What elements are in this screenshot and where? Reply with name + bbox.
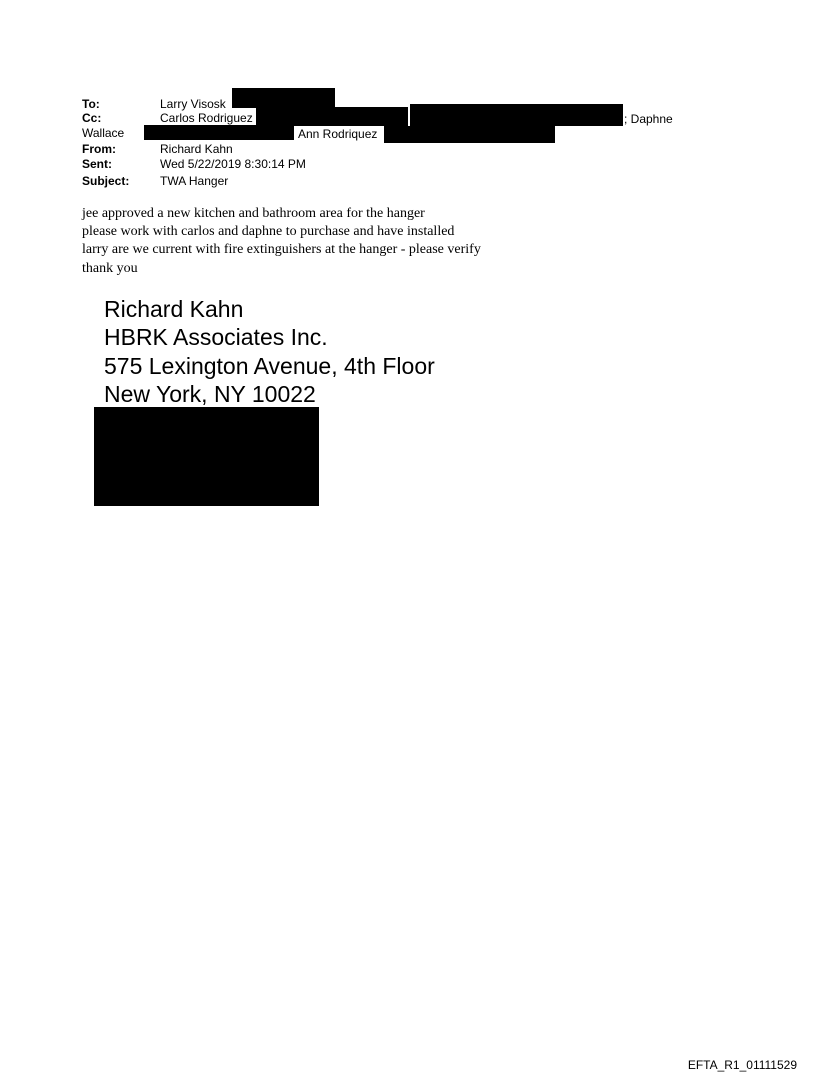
redaction-box — [256, 107, 408, 126]
from-label: From: — [82, 142, 116, 156]
subject-label: Subject: — [82, 174, 130, 188]
redaction-box — [232, 88, 335, 108]
sent-label: Sent: — [82, 157, 112, 171]
signature-address: 575 Lexington Avenue, 4th Floor — [104, 353, 435, 379]
sent-value: Wed 5/22/2019 8:30:14 PM — [160, 157, 306, 171]
body-line: larry are we current with fire extinguishers at the hanger - please verify — [82, 242, 481, 257]
subject-value: TWA Hanger — [160, 174, 229, 188]
from-value: Richard Kahn — [160, 142, 233, 156]
signature-city: New York, NY 10022 — [104, 381, 316, 407]
to-label: To: — [82, 97, 100, 111]
redaction-box — [384, 126, 555, 143]
cc-name-daphne-cont: Wallace — [82, 126, 125, 140]
cc-name-carlos: Carlos Rodriguez — [160, 111, 253, 125]
redaction-box — [410, 104, 623, 126]
cc-label: Cc: — [82, 111, 102, 125]
redaction-box — [94, 407, 319, 506]
signature-name: Richard Kahn — [104, 296, 244, 322]
cc-name-daphne: ; Daphne — [624, 112, 673, 126]
redaction-box — [144, 125, 294, 140]
body-line: thank you — [82, 261, 138, 276]
document-id: EFTA_R1_01111529 — [687, 1058, 797, 1072]
to-value: Larry Visosk — [160, 97, 226, 111]
cc-name-ann: Ann Rodriquez — [298, 127, 378, 141]
body-line: jee approved a new kitchen and bathroom area for the hanger — [82, 206, 425, 221]
signature-company: HBRK Associates Inc. — [104, 324, 328, 350]
body-line: please work with carlos and daphne to purchase and have installed — [82, 224, 455, 239]
